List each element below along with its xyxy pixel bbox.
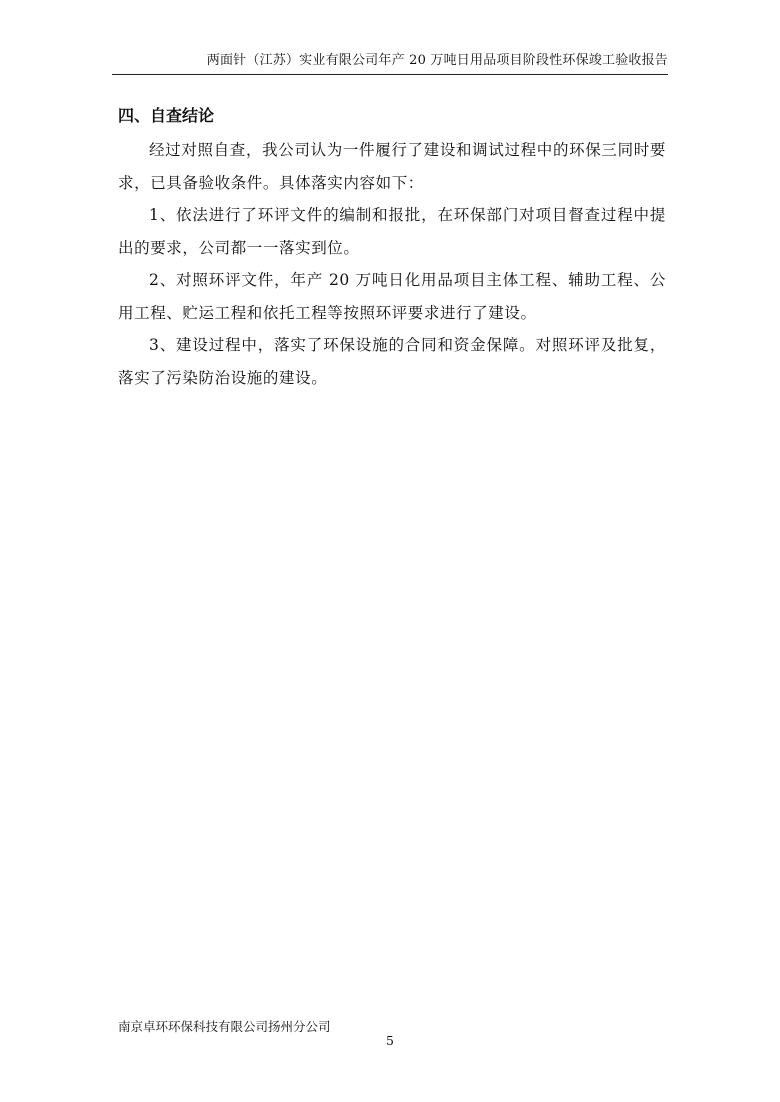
section-heading: 四、自查结论	[118, 106, 215, 125]
paragraph-intro: 经过对照自查，我公司认为一件履行了建设和调试过程中的环保三同时要求，已具备验收条件。具体落实内容如下：	[118, 141, 666, 192]
page-header	[112, 52, 668, 75]
paragraph-item-1: 1、依法进行了环评文件的编制和报批，在环保部门对项目督查过程中提出的要求，公司都一一落实到位。	[118, 206, 666, 257]
paragraph-item-3: 3、建设过程中，落实了环保设施的合同和资金保障。对照环评及批复，落实了污染防治设施的建设。	[118, 336, 666, 387]
page-number: 5	[386, 1033, 394, 1048]
header-title: 两面针（江苏）实业有限公司年产 20 万吨日用品项目阶段性环保竣工验收报告	[206, 53, 668, 68]
main-content	[118, 102, 666, 394]
footer-company: 南京卓环环保科技有限公司扬州分公司	[118, 1019, 331, 1034]
paragraph-item-2: 2、对照环评文件，年产 20 万吨日化用品项目主体工程、辅助工程、公用工程、贮运工程和依托工程等按照环评要求进行了建设。	[118, 271, 666, 322]
